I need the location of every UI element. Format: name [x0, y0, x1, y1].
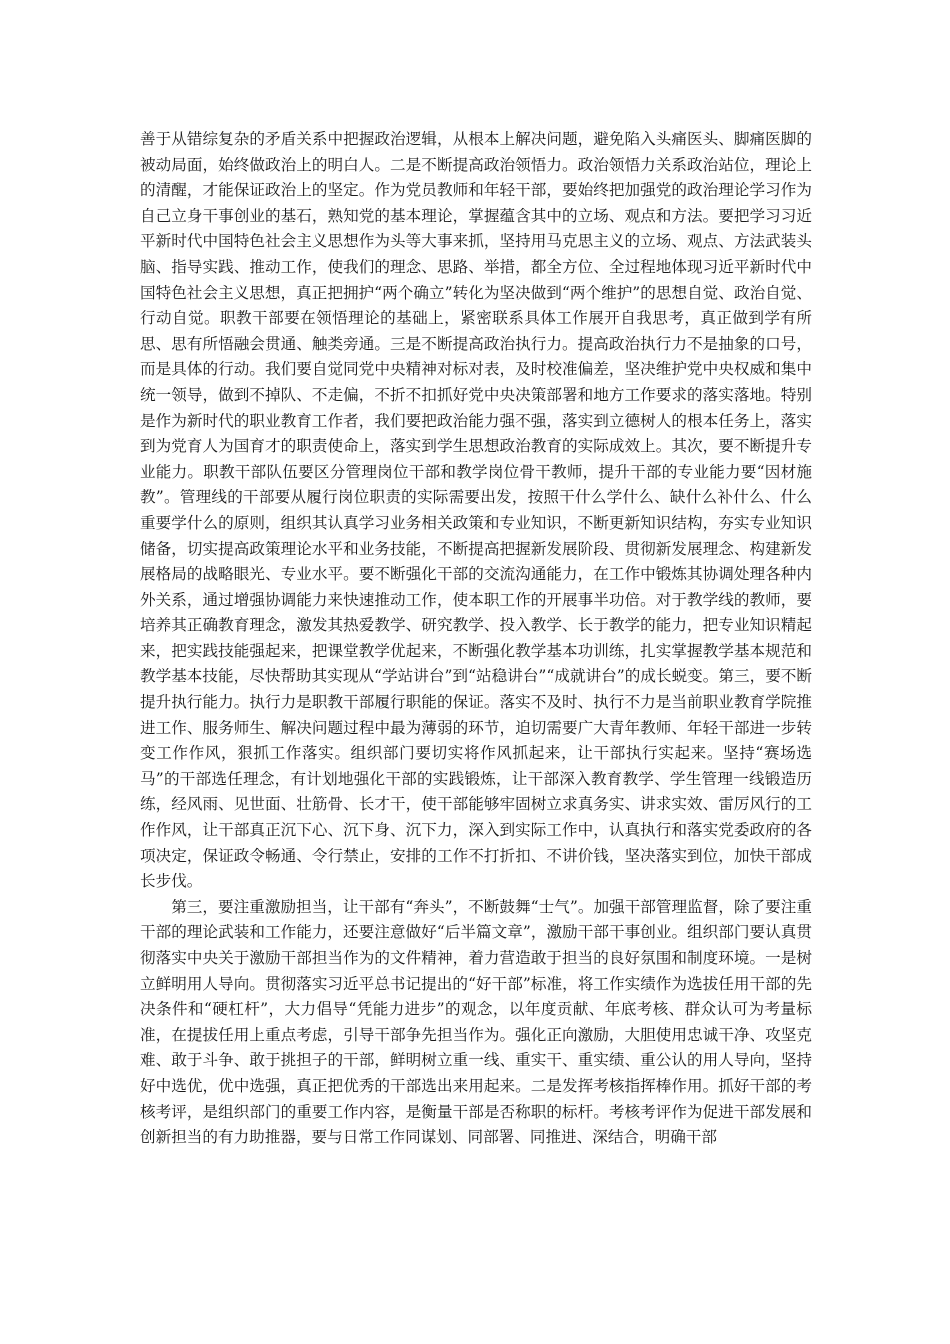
body-paragraph-1: 善于从错综复杂的矛盾关系中把握政治逻辑，从根本上解决问题，避免陷入头痛医头、脚痛医脚的被动局面，始终做政治上的明白人。二是不断提高政治领悟力。政治领悟力关系政治站位，理论上的清醒，才能保证政治上的坚定。作为党员教师和年轻干部，要始终把加强党的政治理论学习作为自己立身干事创业的基石，熟知党的基本理论，掌握蕴含其中的立场、观点和方法。要把学习习近平新时代中国特色社会主义思想作为头等大事来抓，坚持用马克思主义的立场、观点、方法武装头脑、指导实践、推动工作，使我们的理念、思路、举措，都全方位、全过程地体现习近平新时代中国特色社会主义思想，真正把拥护“两个确立”转化为坚决做到“两个维护”的思想自觉、政治自觉、行动自觉。职教干部要在领悟理论的基础上，紧密联系具体工作展开自我思考，真正做到学有所思、思有所悟融会贯通、触类旁通。三是不断提高政治执行力。提高政治执行力不是抽象的口号，而是具体的行动。我们要自觉同党中央精神对标对表，及时校准偏差，坚决维护党中央权威和集中统一领导，做到不掉队、不走偏，不折不扣抓好党中央决策部署和地方工作要求的落实落地。特别是作为新时代的职业教育工作者，我们要把政治能力强不强，落实到立德树人的根本任务上，落实到为党育人为国育才的职责使命上，落实到学生思想政治教育的实际成效上。其次，要不断提升专业能力。职教干部队伍要区分管理岗位干部和教学岗位骨干教师，提升干部的专业能力要“因材施教”。管理线的干部要从履行岗位职责的实际需要出发，按照干什么学什么、缺什么补什么、什么重要学什么的原则，组织其认真学习业务相关政策和专业知识，不断更新知识结构，夯实专业知识储备，切实提高政策理论水平和业务技能，不断提高把握新发展阶段、贯彻新发展理念、构建新发展格局的战略眼光、专业水平。要不断强化干部的交流沟通能力，在工作中锻炼其协调处理各种内外关系，通过增强协调能力来快速推动工作，使本职工作的开展事半功倍。对于教学线的教师，要培养其正确教育理念，激发其热爱教学、研究教学、投入教学、长于教学的能力，把专业知识精起来，把实践技能强起来，把课堂教学优起来，不断强化教学基本功训练，扎实掌握教学基本规范和教学基本技能，尽快帮助其实现从“学站讲台”到“站稳讲台”“成就讲台”的成长蜕变。第三，要不断提升执行能力。执行力是职教干部履行职能的保证。落实不及时、执行不力是当前职业教育学院推进工作、服务师生、解决问题过程中最为薄弱的环节，迫切需要广大青年教师、年轻干部进一步转变工作作风，狠抓工作落实。组织部门要切实将作风抓起来，让干部执行实起来。坚持“赛场选马”的干部选任理念，有计划地强化干部的实践锻炼，让干部深入教育教学、学生管理一线锻造历练，经风雨、见世面、壮筋骨、长才干，使干部能够牢固树立求真务实、讲求实效、雷厉风行的工作作风，让干部真正沉下心、沉下身、沉下力，深入到实际工作中，认真执行和落实党委政府的各项决定，保证政令畅通、令行禁止，安排的工作不打折扣、不讲价钱，坚决落实到位，加快干部成长步伐。: [140, 130, 812, 891]
body-paragraph-2: 第三，要注重激励担当，让干部有“奔头”，不断鼓舞“士气”。加强干部管理监督，除了要注重干部的理论武装和工作能力，还要注意做好“后半篇文章”，激励干部干事创业。组织部门要认真贯彻落实中央关于激励干部担当作为的文件精神，着力营造敢于担当的良好氛围和制度环境。一是树立鲜明用人导向。贯彻落实习近平总书记提出的“好干部”标准，将工作实绩作为选拔任用干部的先决条件和“硬杠杆”，大力倡导“凭能力进步”的观念，以年度贡献、年底考核、群众认可为考量标准，在提拔任用上重点考虑，引导干部争先担当作为。强化正向激励，大胆使用忠诚干净、攻坚克难、敢于斗争、敢于挑担子的干部，鲜明树立重一线、重实干、重实绩、重公认的用人导向，坚持好中选优，优中选强，真正把优秀的干部选出来用起来。二是发挥考核指挥棒作用。抓好干部的考核考评，是组织部门的重要工作内容，是衡量干部是否称职的标杆。考核考评作为促进干部发展和创新担当的有力助推器，要与日常工作同谋划、同部署、同推进、深结合，明确干部: [140, 897, 812, 1147]
document-page: [140, 127, 812, 1151]
